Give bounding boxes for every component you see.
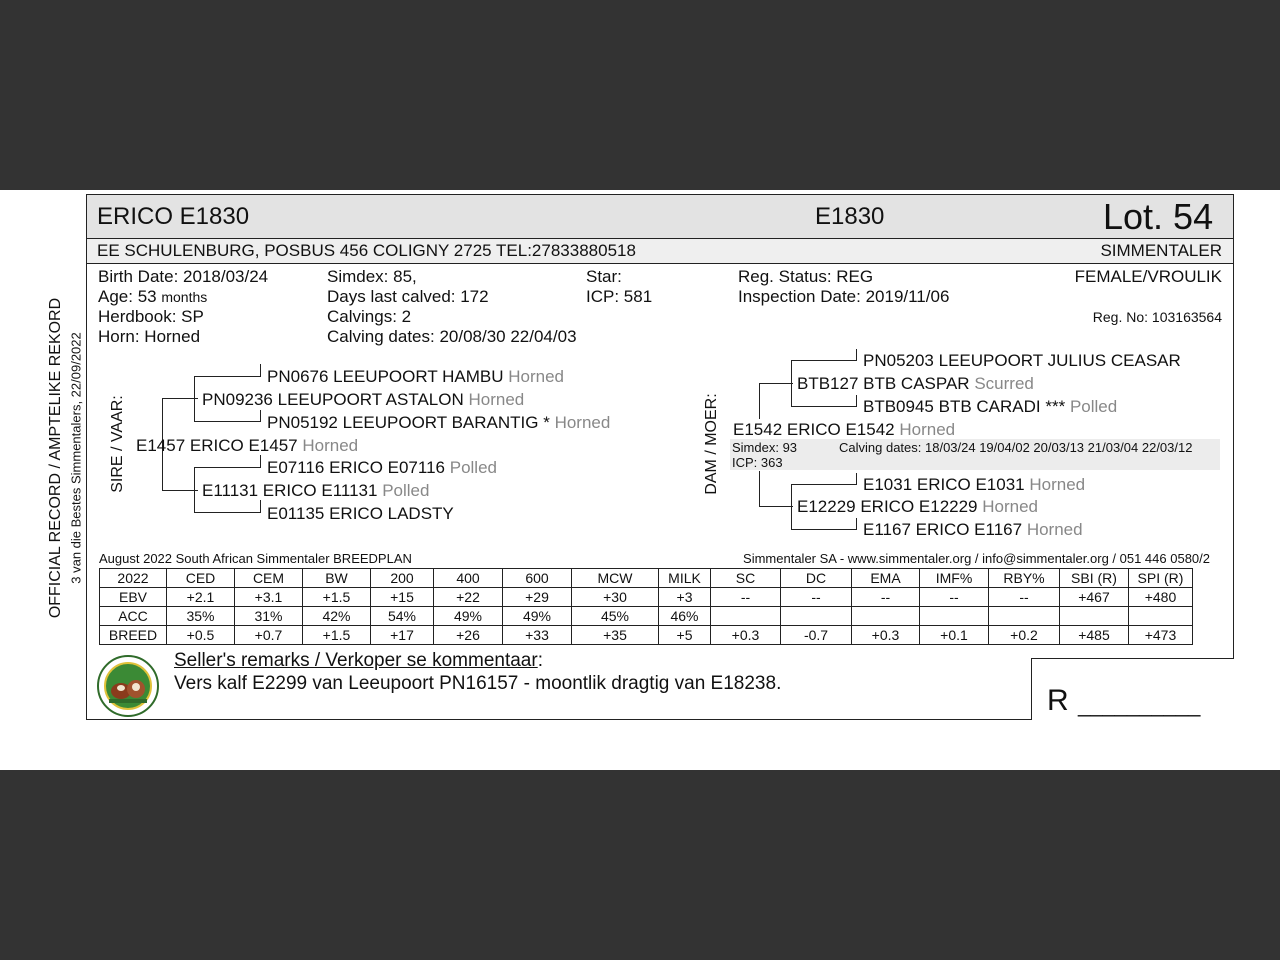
table-cell: 49% [434, 607, 503, 626]
pedigree-line [194, 376, 195, 421]
pedigree-line [791, 484, 856, 485]
sire-dam: E11131 ERICO E11131 Polled [202, 481, 430, 500]
star: Star: [586, 267, 622, 286]
price-currency: R [1047, 684, 1069, 717]
pedigree-line [759, 506, 793, 507]
table-cell: EBV [100, 588, 167, 607]
table-header: SBI (R) [1060, 569, 1129, 588]
table-cell: +480 [1129, 588, 1193, 607]
table-cell: +0.1 [920, 626, 989, 645]
pedigree-line [791, 360, 792, 406]
herdbook: Herdbook: SP [98, 307, 204, 326]
pedigree-line [856, 518, 857, 530]
table-cell: 42% [303, 607, 371, 626]
icp: ICP: 581 [586, 287, 653, 306]
pedigree-line [791, 406, 856, 407]
pedigree-line [194, 376, 260, 377]
card-header [87, 195, 1233, 239]
sire-sire-sire: PN0676 LEEUPOORT HAMBU Horned [267, 367, 565, 386]
pedigree-line [162, 398, 198, 399]
table-cell: +0.3 [852, 626, 920, 645]
simmentaler-logo-icon [97, 655, 159, 717]
birth-date: Birth Date: 2018/03/24 [98, 267, 269, 286]
pedigree-line [194, 512, 260, 513]
dam-sire-dam: BTB0945 BTB CARADI *** Polled [863, 397, 1118, 416]
table-header: MCW [572, 569, 659, 588]
sire-sire-dam: PN05192 LEEUPOORT BARANTIG * Horned [267, 413, 611, 432]
sire-label: SIRE / VAAR: [109, 395, 126, 493]
ebv-table [99, 568, 1193, 645]
sex: FEMALE/VROULIK [1074, 267, 1222, 286]
sire-name: E1457 ERICO E1457 Horned [136, 436, 359, 455]
table-cell [711, 607, 781, 626]
days-last-calved: Days last calved: 172 [327, 287, 489, 306]
calving-dates: Calving dates: 20/08/30 22/04/03 [327, 327, 577, 346]
sire-dam-sire: E07116 ERICO E07116 Polled [267, 458, 497, 477]
table-header: BW [303, 569, 371, 588]
table-cell [1060, 607, 1129, 626]
price-field[interactable]: __________ [1078, 692, 1201, 717]
age: Age: 53 months [98, 287, 208, 306]
table-cell: +0.5 [167, 626, 235, 645]
remarks-text: Vers kalf E2299 van Leeupoort PN16157 - moontlik dragtig van E18238. [174, 673, 782, 694]
pedigree-line [759, 383, 760, 419]
pedigree-line [856, 473, 857, 485]
table-cell: +17 [371, 626, 434, 645]
animal-id: E1830 [815, 203, 885, 230]
pedigree-line [759, 471, 760, 506]
dam-simdex: Simdex: 93 [732, 440, 798, 455]
table-cell: +467 [1060, 588, 1129, 607]
table-cell: +0.2 [989, 626, 1060, 645]
table-cell [1129, 607, 1193, 626]
table-cell: -- [920, 588, 989, 607]
table-cell: +22 [434, 588, 503, 607]
table-cell: +1.5 [303, 588, 371, 607]
table-row [100, 626, 1193, 645]
table-cell [920, 607, 989, 626]
table-header: EMA [852, 569, 920, 588]
pedigree-line [260, 364, 261, 377]
pedigree-line [162, 490, 198, 491]
table-cell: 45% [572, 607, 659, 626]
pedigree-line [194, 421, 260, 422]
table-header: IMF% [920, 569, 989, 588]
pedigree-line [260, 410, 261, 422]
pedigree-line [194, 467, 195, 512]
breedplan-note: August 2022 South African Simmentaler BREEDPLAN [99, 551, 412, 566]
simdex: Simdex: 85, [327, 267, 417, 286]
table-cell: +26 [434, 626, 503, 645]
remarks-title: Seller's remarks / Verkoper se kommentaar: [174, 650, 543, 671]
table-cell: +5 [659, 626, 711, 645]
table-cell: +1.5 [303, 626, 371, 645]
table-header: SPI (R) [1129, 569, 1193, 588]
pedigree-line [260, 500, 261, 513]
table-header: DC [781, 569, 852, 588]
logo-text [1, 1, 2, 2]
owner-address: EE SCHULENBURG, POSBUS 456 COLIGNY 2725 TEL:27833880518 [97, 241, 636, 260]
table-cell: +3.1 [235, 588, 303, 607]
table-row [100, 607, 1193, 626]
table-cell: +473 [1129, 626, 1193, 645]
table-cell: +485 [1060, 626, 1129, 645]
horn-status: Horn: Horned [98, 327, 201, 346]
pedigree-line [856, 349, 857, 361]
table-cell: -- [989, 588, 1060, 607]
table-cell: +2.1 [167, 588, 235, 607]
table-header: SC [711, 569, 781, 588]
table-cell: +0.3 [711, 626, 781, 645]
pedigree-line [856, 395, 857, 407]
table-cell: +35 [572, 626, 659, 645]
table-cell: +33 [503, 626, 572, 645]
dam-dam-dam: E1167 ERICO E1167 Horned [863, 520, 1083, 539]
dam-name: E1542 ERICO E1542 Horned [733, 420, 956, 439]
table-cell [989, 607, 1060, 626]
table-cell [852, 607, 920, 626]
table-cell [781, 607, 852, 626]
dam-calving-dates: Calving dates: 18/03/24 19/04/02 20/03/13 21/03/04 22/03/12 [839, 440, 1193, 455]
official-record-label: OFFICIAL RECORD / AMPTELIKE REKORD [47, 297, 64, 619]
table-header: 400 [434, 569, 503, 588]
pedigree-line [791, 360, 856, 361]
table-cell: -0.7 [781, 626, 852, 645]
table-header: MILK [659, 569, 711, 588]
table-header: RBY% [989, 569, 1060, 588]
association-contact: Simmentaler SA - www.simmentaler.org / info@simmentaler.org / 051 446 0580/2 [743, 551, 1210, 566]
pedigree-line [791, 529, 856, 530]
table-cell: 35% [167, 607, 235, 626]
table-cell: +15 [371, 588, 434, 607]
table-cell: 31% [235, 607, 303, 626]
breed-name: SIMMENTALER [1100, 241, 1222, 260]
sire-sire: PN09236 LEEUPOORT ASTALON Horned [202, 390, 525, 409]
table-cell: 49% [503, 607, 572, 626]
sale-date-label: 3 van die Bestes Simmentalers, 22/09/2022 [68, 332, 84, 584]
dam-icp: ICP: 363 [732, 455, 783, 470]
pedigree-line [791, 484, 792, 529]
table-cell: +30 [572, 588, 659, 607]
table-cell: -- [781, 588, 852, 607]
table-cell: -- [711, 588, 781, 607]
reg-number: Reg. No: 103163564 [1092, 309, 1222, 325]
table-header: 2022 [100, 569, 167, 588]
dam-dam: E12229 ERICO E12229 Horned [797, 497, 1039, 516]
lot-number: Lot. 54 [1103, 196, 1214, 237]
reg-status: Reg. Status: REG [738, 267, 874, 286]
table-cell: +29 [503, 588, 572, 607]
dam-sire: BTB127 BTB CASPAR Scurred [797, 374, 1034, 393]
table-row [100, 588, 1193, 607]
pedigree-line [260, 455, 261, 468]
dam-dam-sire: E1031 ERICO E1031 Horned [863, 475, 1086, 494]
table-cell: ACC [100, 607, 167, 626]
dam-label: DAM / MOER: [703, 393, 720, 495]
calvings: Calvings: 2 [327, 307, 412, 326]
table-cell: +0.7 [235, 626, 303, 645]
animal-name: ERICO E1830 [97, 203, 250, 230]
table-cell: -- [852, 588, 920, 607]
table-header: 600 [503, 569, 572, 588]
pedigree-line [194, 467, 260, 468]
table-cell: BREED [100, 626, 167, 645]
inspection-date: Inspection Date: 2019/11/06 [738, 287, 950, 306]
table-header: CED [167, 569, 235, 588]
table-cell: 54% [371, 607, 434, 626]
dam-sire-sire: PN05203 LEEUPOORT JULIUS CEASAR [863, 351, 1181, 370]
pedigree-line [759, 383, 793, 384]
table-cell: +3 [659, 588, 711, 607]
table-cell: 46% [659, 607, 711, 626]
table-header: CEM [235, 569, 303, 588]
table-header: 200 [371, 569, 434, 588]
sire-dam-dam: E01135 ERICO LADSTY [267, 504, 454, 523]
table-header-row [100, 569, 1193, 588]
